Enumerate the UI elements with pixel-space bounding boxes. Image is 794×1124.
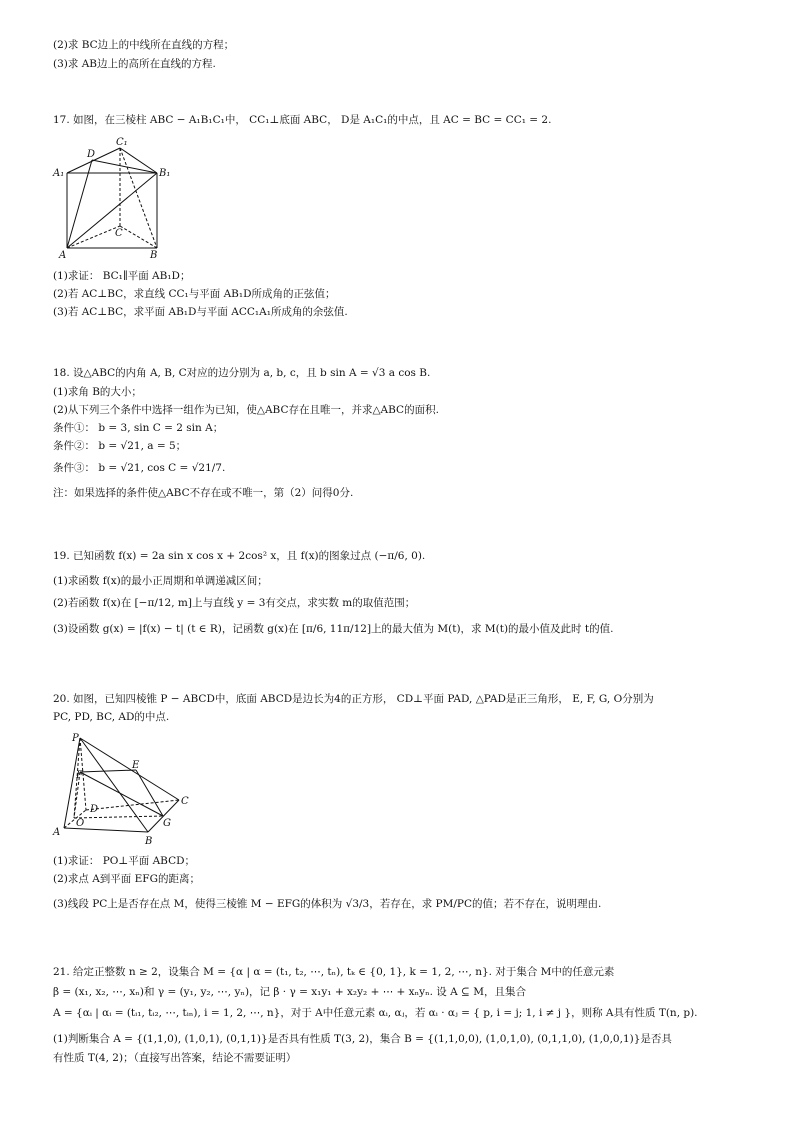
text-line: 条件②： b = √21, a = 5； xyxy=(53,440,187,452)
text-line: (2)从下列三个条件中选择一组作为已知，使△ABC存在且唯一，并求△ABC的面积. xyxy=(53,404,439,416)
text-line: (3)若 AC⊥BC，求平面 AB₁D与平面 ACC₁A₁所成角的余弦值. xyxy=(53,306,348,318)
problem-19-stem: 19. 已知函数 f(x) = 2a sin x cos x + 2cos² x，且 f(x)的图象过点 (−π/6, 0). xyxy=(53,550,426,562)
figure-17-prism xyxy=(52,136,172,261)
label-c1: C₁ xyxy=(116,137,128,148)
text-line: (1)求角 B的大小； xyxy=(53,386,142,398)
label-b: B xyxy=(145,836,153,847)
label-d: D xyxy=(87,149,96,160)
text-line: (2)求点 A到平面 EFG的距离； xyxy=(53,873,200,885)
text-line: A = {αᵢ | αᵢ = (tᵢ₁, tᵢ₂, ⋯, tᵢₙ), i = 1, 2, ⋯, n}，对于 A中任意元素 αᵢ, αⱼ，若 αᵢ · αⱼ = { p, i = j; 1, i ≠ j }，则称 A具有性质 T(n, p). xyxy=(53,1007,698,1019)
text-line: (3)设函数 g(x) = |f(x) − t| (t ∈ R)，记函数 g(x)在 [π/6, 11π/12]上的最大值为 M(t)，求 M(t)的最小值及此时 t的值. xyxy=(53,623,614,635)
text-line: (1)判断集合 A = {(1,1,0), (1,0,1), (0,1,1)}是否具有性质 T(3, 2)，集合 B = {(1,1,0,0), (1,0,1,0), (0,1,1,0), (1,0,0,1)}是否具 xyxy=(53,1033,672,1045)
text-line: 条件①： b = 3, sin C = 2 sin A； xyxy=(53,422,224,434)
text-line: (3)求 AB边上的高所在直线的方程. xyxy=(53,58,216,70)
label-a: A xyxy=(59,250,67,261)
text-line: (1)求函数 f(x)的最小正周期和单调递减区间； xyxy=(53,575,268,587)
problem-20-stem: 20. 如图，已知四棱锥 P − ABCD中，底面 ABCD是边长为4的正方形， CD⊥平面 PAD, △PAD是正三角形， E, F, G, O分别为 xyxy=(53,693,654,705)
label-b1: B₁ xyxy=(159,168,171,179)
text-line: 注：如果选择的条件使△ABC不存在或不唯一，第（2）问得0分. xyxy=(53,487,354,499)
text-line: (2)若 AC⊥BC，求直线 CC₁与平面 AB₁D所成角的正弦值； xyxy=(53,288,336,300)
text-line: β = (x₁, x₂, ⋯, xₙ)和 γ = (y₁, y₂, ⋯, yₙ)，记 β · γ = x₁y₁ + x₂y₂ + ⋯ + xₙyₙ. 设 A ⊆ M，且集合 xyxy=(53,986,526,998)
label-d: D xyxy=(90,804,99,815)
text-line: (1)求证： BC₁∥平面 AB₁D； xyxy=(53,270,191,282)
text-line: (3)线段 PC上是否存在点 M，使得三棱锥 M − EFG的体积为 √3/3，若存在，求 PM/PC的值；若不存在，说明理由. xyxy=(53,898,602,910)
label-p: P xyxy=(72,733,79,744)
text-line: 条件③： b = √21, cos C = √21/7. xyxy=(53,462,226,474)
text-line: (2)若函数 f(x)在 [−π/12, m]上与直线 y = 3有交点，求实数 m的取值范围； xyxy=(53,597,416,609)
text-line: (2)求 BC边上的中线所在直线的方程； xyxy=(53,39,235,51)
label-c: C xyxy=(181,796,189,807)
problem-21-stem: 21. 给定正整数 n ≥ 2，设集合 M = {α | α = (t₁, t₂, ⋯, tₙ), tₖ ∈ {0, 1}, k = 1, 2, ⋯, n}. 对于集合 M中的任意元素 xyxy=(53,966,615,978)
label-e: E xyxy=(132,760,140,771)
text-line: 有性质 T(4, 2)；（直接写出答案，结论不需要证明） xyxy=(53,1052,297,1064)
problem-18-stem: 18. 设△ABC的内角 A, B, C对应的边分别为 a, b, c，且 b sin A = √3 a cos B. xyxy=(53,367,431,379)
figure-20-pyramid xyxy=(52,732,197,848)
text-line: PC, PD, BC, AD的中点. xyxy=(53,711,170,723)
text-line: (1)求证： PO⊥平面 ABCD； xyxy=(53,855,196,867)
label-o: O xyxy=(76,818,85,829)
label-a1: A₁ xyxy=(53,168,65,179)
problem-17-stem: 17. 如图，在三棱柱 ABC − A₁B₁C₁中， CC₁⊥底面 ABC， D是 A₁C₁的中点，且 AC = BC = CC₁ = 2. xyxy=(53,114,552,126)
label-c: C xyxy=(115,228,123,239)
label-b: B xyxy=(150,250,158,261)
label-g: G xyxy=(163,818,171,829)
label-a: A xyxy=(53,827,61,838)
label-f: F xyxy=(76,770,83,781)
